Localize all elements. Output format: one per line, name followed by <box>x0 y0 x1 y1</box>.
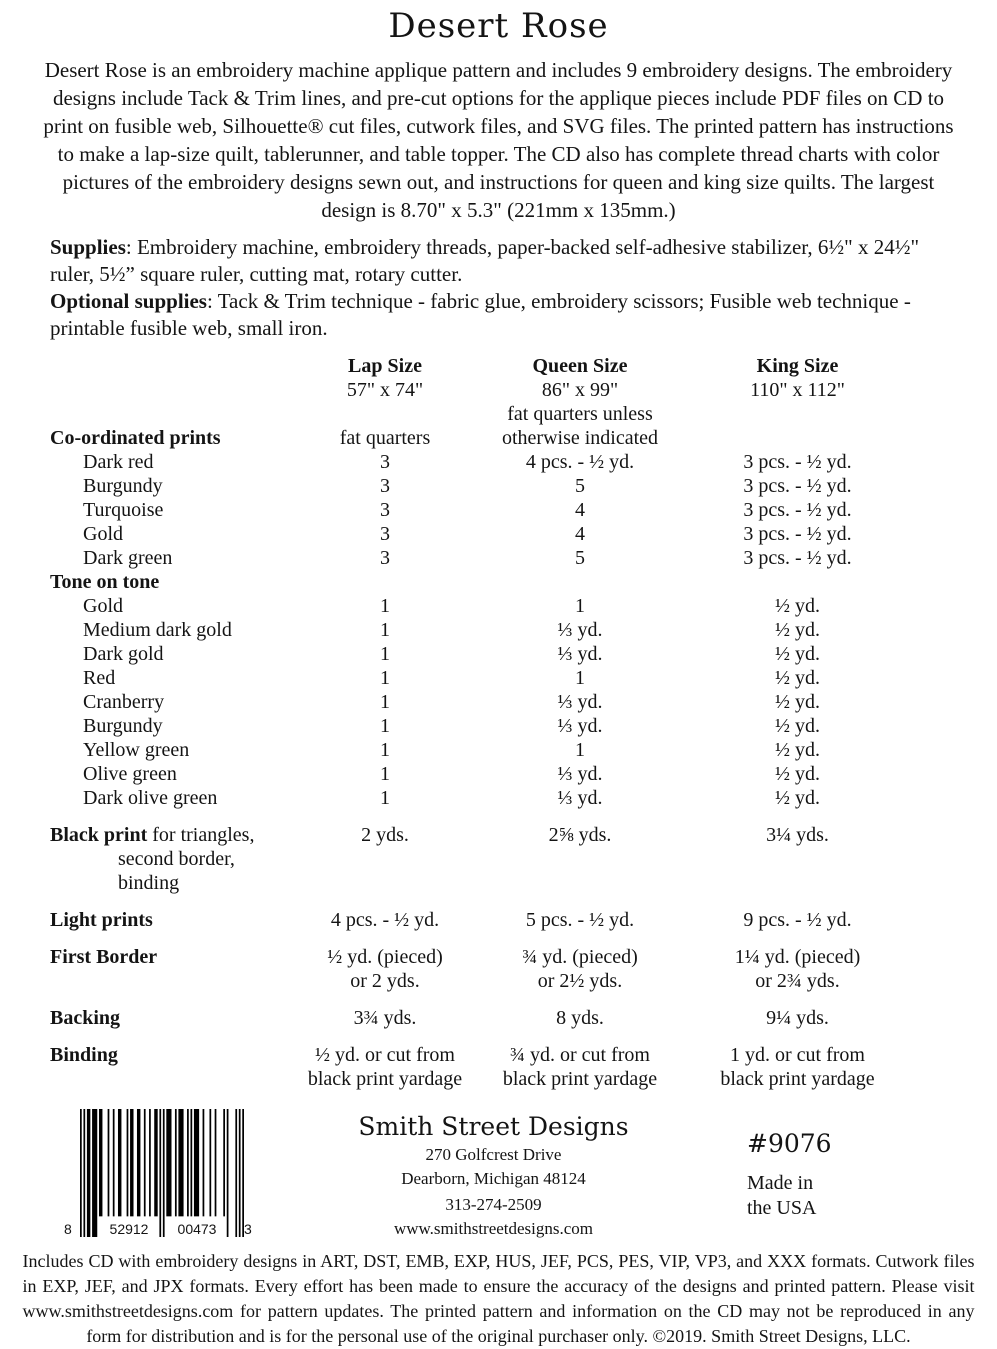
header-row-note1 <box>0 402 997 426</box>
queen-value: ⅓ yd. <box>557 715 603 737</box>
row-label: Light prints <box>50 909 153 931</box>
king-value-line2: or 2¾ yds. <box>755 970 840 992</box>
row-label: Backing <box>50 1007 121 1029</box>
barcode-digit-group2: 00473 <box>168 1221 226 1237</box>
king-value: ½ yd. <box>775 595 820 617</box>
queen-value-line1: ¾ yd. (pieced) <box>522 946 638 968</box>
king-value: ½ yd. <box>775 739 820 761</box>
table-row <box>0 786 997 810</box>
barcode-bars-graphic <box>80 1109 244 1237</box>
header-row-note2 <box>0 426 997 450</box>
row-label-bold: Black print <box>50 824 148 846</box>
lap-value: 2 yds. <box>361 824 409 846</box>
made-in-label <box>747 1171 997 1221</box>
king-value-line2: black print yardage <box>720 1068 875 1090</box>
table-row-black-print <box>0 823 997 895</box>
queen-value: 5 <box>575 475 585 497</box>
publisher-name: Smith Street Designs <box>358 1112 629 1141</box>
queen-value: ⅓ yd. <box>557 787 603 809</box>
publisher-block <box>250 1105 737 1243</box>
supplies-section <box>50 234 949 342</box>
king-dimensions: 110" x 112" <box>750 379 845 401</box>
row-label: Gold <box>83 595 123 617</box>
lap-value: 1 <box>380 595 390 617</box>
queen-value-line1: ¾ yd. or cut from <box>510 1044 650 1066</box>
column-header-king: King Size <box>756 355 839 377</box>
queen-value: 4 <box>575 499 585 521</box>
king-value: 3 pcs. - ½ yd. <box>743 451 852 473</box>
lap-value-line2: black print yardage <box>307 1068 463 1090</box>
optional-supplies-label: Optional supplies <box>50 289 207 313</box>
queen-value: 2⅝ yds. <box>548 824 612 846</box>
queen-value: 4 <box>575 523 585 545</box>
table-row-light-prints <box>0 908 997 932</box>
page-title: Desert Rose <box>388 6 609 46</box>
lap-value: 3 <box>380 475 390 497</box>
table-row-backing <box>0 1006 997 1030</box>
lap-value-line1: ½ yd. (pieced) <box>327 946 443 968</box>
lap-value <box>300 1043 470 1091</box>
row-label-line2: second border, binding <box>118 848 235 894</box>
supplies-paragraph <box>50 234 949 288</box>
supplies-label: Supplies <box>50 235 126 259</box>
table-row <box>0 762 997 786</box>
table-row <box>0 498 997 522</box>
row-label: Yellow green <box>83 739 190 761</box>
king-value: ½ yd. <box>775 787 820 809</box>
row-label: Dark olive green <box>83 787 218 809</box>
table-row <box>0 594 997 618</box>
king-value: ½ yd. <box>775 643 820 665</box>
table-row <box>0 618 997 642</box>
queen-note-line1: fat quarters unless <box>507 403 653 425</box>
lap-value: 3¾ yds. <box>353 1007 417 1029</box>
lap-value: 1 <box>380 715 390 737</box>
king-value: 3 pcs. - ½ yd. <box>743 475 852 497</box>
queen-value: ⅓ yd. <box>557 691 603 713</box>
publisher-phone: 313-274-2509 <box>445 1195 542 1214</box>
publisher-address-line1: 270 Golfcrest Drive <box>425 1145 562 1164</box>
table-row <box>0 546 997 570</box>
lap-note: fat quarters <box>339 427 431 449</box>
header-row-titles <box>0 354 997 378</box>
section-header-tone-on-tone: Tone on tone <box>50 571 160 593</box>
barcode-digit-group1: 52912 <box>100 1221 158 1237</box>
row-label: First Border <box>50 946 158 968</box>
lap-value: 1 <box>380 619 390 641</box>
row-label: Binding <box>50 1044 118 1066</box>
king-value: ½ yd. <box>775 715 820 737</box>
king-value <box>690 945 905 993</box>
king-value: 3 pcs. - ½ yd. <box>743 547 852 569</box>
lap-value: 1 <box>380 763 390 785</box>
optional-supplies-text: : Tack & Trim technique - fabric glue, embroidery scissors; Fusible web technique - printable fusible web, small iron. <box>50 289 911 340</box>
queen-value: 1 <box>575 667 585 689</box>
king-value: 3 pcs. - ½ yd. <box>743 523 852 545</box>
publisher-website: www.smithstreetdesigns.com <box>393 1219 594 1238</box>
upc-barcode <box>64 1109 256 1237</box>
queen-value: ⅓ yd. <box>557 643 603 665</box>
table-row <box>0 450 997 474</box>
queen-value: ⅓ yd. <box>557 619 603 641</box>
queen-value-line2: black print yardage <box>502 1068 658 1090</box>
section-header-coordinated-prints: Co-ordinated prints <box>50 427 221 449</box>
queen-dimensions: 86" x 99" <box>541 379 619 401</box>
king-value: 3¼ yds. <box>766 824 829 846</box>
queen-value-line2: or 2½ yds. <box>537 970 623 992</box>
lap-value: 1 <box>380 739 390 761</box>
lap-dimensions: 57" x 74" <box>346 379 424 401</box>
lap-value: 3 <box>380 547 390 569</box>
row-label: Dark red <box>83 451 154 473</box>
row-label: Turquoise <box>83 499 164 521</box>
king-value: 9¼ yds. <box>766 1007 829 1029</box>
row-label: Red <box>83 667 116 689</box>
king-value-line1: 1 yd. or cut from <box>730 1044 865 1066</box>
fabric-requirements-table <box>0 354 997 1091</box>
header-row-sizes <box>0 378 997 402</box>
row-label-rest: for triangles, <box>147 824 255 846</box>
row-label <box>0 823 300 895</box>
queen-value: ⅓ yd. <box>557 763 603 785</box>
lap-value: 3 <box>380 499 390 521</box>
made-in-line2: the USA <box>747 1197 817 1219</box>
lap-value: 4 pcs. - ½ yd. <box>330 909 440 931</box>
barcode-area <box>0 1105 250 1243</box>
lap-value-line1: ½ yd. or cut from <box>315 1044 455 1066</box>
queen-value: 1 <box>575 739 585 761</box>
king-value <box>690 1043 905 1091</box>
table-row <box>0 474 997 498</box>
table-row <box>0 522 997 546</box>
king-value: ½ yd. <box>775 619 820 641</box>
queen-note-line2: otherwise indicated <box>501 427 659 449</box>
lap-value: 3 <box>380 523 390 545</box>
row-label: Olive green <box>83 763 177 785</box>
pattern-info-block <box>737 1105 997 1243</box>
row-label: Medium dark gold <box>83 619 232 641</box>
footer-paragraph: Includes CD with embroidery designs in ART, DST, EMB, EXP, HUS, JEF, PCS, PES, VIP, VP3, and XXX formats. Cutwork files in EXP, JEF, and JPX formats. Every effort has been made to ensure the accuracy of the designs and printed pattern. Please visit www.smithstreetdesigns.com for pattern updates. The printed pattern and information on the CD may not be reproduced in any form for distribution and is for the personal use of the original purchaser only. ©2019. Smith Street Designs, LLC. <box>22 1251 975 1346</box>
barcode-digit-prefix: 8 <box>64 1221 72 1237</box>
king-value: 3 pcs. - ½ yd. <box>743 499 852 521</box>
king-value: ½ yd. <box>775 667 820 689</box>
bottom-info-zone <box>0 1105 997 1243</box>
barcode-digit-check: 3 <box>244 1221 252 1237</box>
table-row-binding <box>0 1043 997 1091</box>
column-header-lap: Lap Size <box>348 355 422 377</box>
row-label: Gold <box>83 523 123 545</box>
table-row <box>0 714 997 738</box>
queen-value: 5 <box>575 547 585 569</box>
lap-value: 3 <box>380 451 390 473</box>
section-row <box>0 570 997 594</box>
row-label: Dark gold <box>83 643 164 665</box>
queen-value: 5 pcs. - ½ yd. <box>525 909 635 931</box>
lap-value: 1 <box>380 691 390 713</box>
row-label: Cranberry <box>83 691 165 713</box>
table-row <box>0 642 997 666</box>
table-row-first-border <box>0 945 997 993</box>
table-row <box>0 738 997 762</box>
pattern-number: #9076 <box>747 1129 832 1158</box>
queen-value: 8 yds. <box>556 1007 604 1029</box>
supplies-text: : Embroidery machine, embroidery threads, paper-backed self-adhesive stabilizer, 6½" x 24½" ruler, 5½” square ruler, cutting mat, rotary cutter. <box>50 235 920 286</box>
row-label: Dark green <box>83 547 173 569</box>
queen-value <box>470 945 690 993</box>
king-value: ½ yd. <box>775 763 820 785</box>
queen-value: 4 pcs. - ½ yd. <box>525 451 635 473</box>
row-label: Burgundy <box>83 715 163 737</box>
king-value: ½ yd. <box>775 691 820 713</box>
publisher-address-line2: Dearborn, Michigan 48124 <box>401 1169 586 1188</box>
made-in-line1: Made in <box>747 1172 814 1194</box>
king-value: 9 pcs. - ½ yd. <box>743 909 852 931</box>
queen-value: 1 <box>575 595 585 617</box>
lap-value: 1 <box>380 787 390 809</box>
optional-supplies-paragraph <box>50 288 949 342</box>
lap-value-line2: or 2 yds. <box>350 970 420 992</box>
row-label: Burgundy <box>83 475 163 497</box>
column-header-queen: Queen Size <box>532 355 628 377</box>
intro-paragraph: Desert Rose is an embroidery machine applique pattern and includes 9 embroidery designs. The embroidery designs include Tack & Trim lines, and pre-cut options for the applique pieces include PDF files on CD to print on fusible web, Silhouette® cut files, cutwork files, and SVG files. The printed pattern has instructions to make a lap-size quilt, tablerunner, and table topper. The CD also has complete thread charts with color pictures of the embroidery designs sewn out, and instructions for queen and king size quilts. The largest design is 8.70" x 5.3" (221mm x 135mm.) <box>43 58 954 222</box>
lap-value <box>300 945 470 993</box>
table-row <box>0 690 997 714</box>
lap-value: 1 <box>380 643 390 665</box>
lap-value: 1 <box>380 667 390 689</box>
queen-value <box>470 1043 690 1091</box>
king-value-line1: 1¼ yd. (pieced) <box>734 946 861 968</box>
table-row <box>0 666 997 690</box>
